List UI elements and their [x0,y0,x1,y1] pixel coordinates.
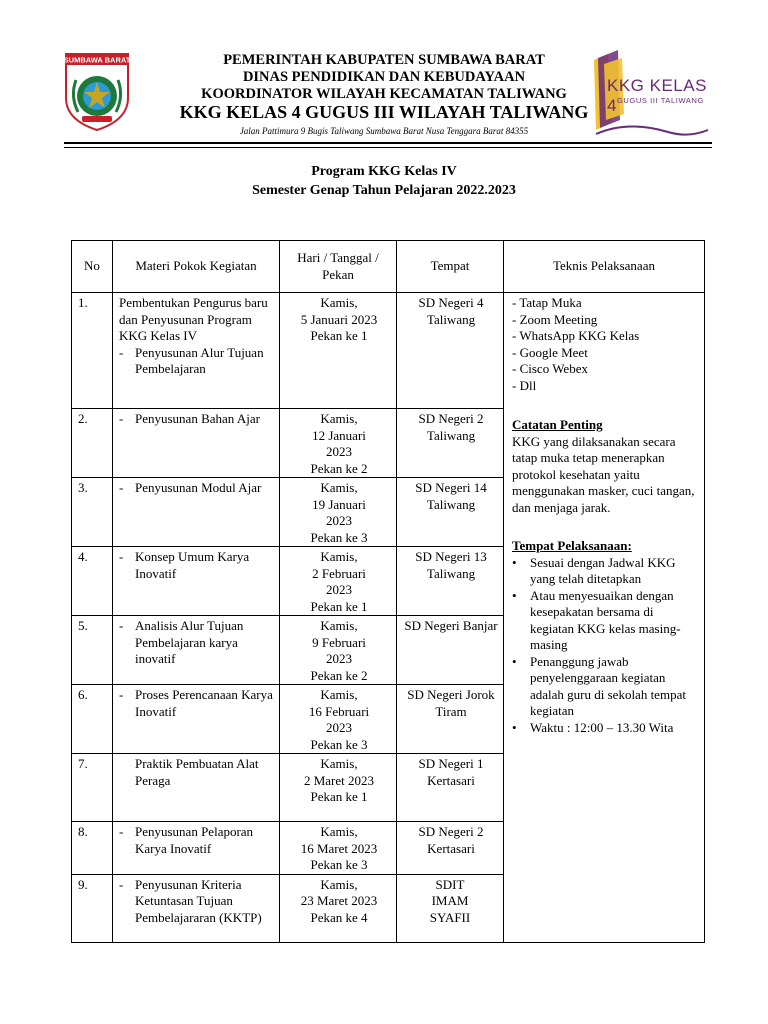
row-materi: - Penyusunan Pelaporan Karya Inovatif [113,822,280,875]
row-no: 6. [72,685,113,754]
header-line-1: PEMERINTAH KABUPATEN SUMBAWA BARAT [223,52,545,68]
row-materi-text: Praktik Pembuatan Alat Peraga [135,756,259,788]
list-item-text: Waktu : 12:00 – 13.30 Wita [530,719,674,735]
list-item [512,588,698,654]
row-hari-line: 16 Februari [308,703,370,719]
bullet-icon: • [512,653,517,669]
row-hari-line: 5 Januari 2023 [300,311,378,327]
row-hari-line: 19 Januari [312,496,366,512]
list-item [512,654,698,720]
tempat-pelaksanaan-title: Tempat Pelaksanaan: [512,538,632,553]
row-hari [280,293,397,409]
row-tempat: SD Negeri 14 Taliwang [397,478,504,547]
row-no: 1. [72,293,113,409]
row-materi [113,754,280,822]
row-hari [280,822,397,875]
list-item-text: Sesuai dengan Jadwal KKG yang telah ditetapkan [530,554,676,586]
row-tempat: SD Negeri 2 Taliwang [397,409,504,478]
row-hari-line: 2 Februari [312,565,366,581]
row-hari [280,685,397,754]
logo-left-top-text: SUMBAWA BARAT [63,55,131,65]
row-hari-line: 2023 [326,582,352,597]
row-hari-line: Pekan ke 1 [310,598,368,614]
row-hari-line: Kamis, [320,824,358,839]
row-no: 3. [72,478,113,547]
table-row [72,293,705,409]
row-materi-intro: Pembentukan Pengurus baru dan Penyusunan Program KKG Kelas IV [119,295,268,343]
row-hari-line: 16 Maret 2023 [300,840,378,856]
row-hari-line: Kamis, [320,687,358,702]
header-line-3: KOORDINATOR WILAYAH KECAMATAN TALIWANG [201,86,567,102]
row-hari-line: Kamis, [320,618,358,633]
catatan-text: KKG yang dilaksanakan secara tatap muka tetap menerapkan protokol kesehatan yaitu menggunakan masker, cuci tangan, dan menjaga jarak. [512,433,695,515]
row-hari-line: Kamis, [320,756,358,771]
row-materi: - Penyusunan Bahan Ajar [113,409,280,478]
row-materi-text: Konsep Umum Karya Inovatif [135,549,250,581]
row-hari-line: Kamis, [320,411,358,426]
row-tempat: SD Negeri Banjar [397,616,504,685]
header-line-4: KKG KELAS 4 GUGUS III WILAYAH TALIWANG [179,102,589,122]
row-no: 4. [72,547,113,616]
row-hari-line: 2023 [326,444,352,459]
row-materi-text: Penyusunan Modul Ajar [135,480,262,495]
row-hari-line: Pekan ke 1 [310,789,368,804]
row-tempat: SD Negeri 1 Kertasari [397,754,504,822]
bullet-icon: • [512,719,517,735]
row-materi: - Konsep Umum Karya Inovatif [113,547,280,616]
row-materi: - Penyusunan Kriteria Ketuntasan Tujuan Pembelajararan (KKTP) [113,874,280,942]
row-hari-line: Pekan ke 4 [310,909,368,925]
table-header-row [72,241,705,293]
row-hari [280,754,397,822]
row-materi: - Analisis Alur Tujuan Pembelajaran karya inovatif [113,616,280,685]
row-materi: - Penyusunan Modul Ajar [113,478,280,547]
row-materi-text: Penyusunan Pelaporan Karya Inovatif [135,824,254,856]
row-hari-line: 2023 [326,651,352,666]
row-hari-line: Pekan ke 2 [310,667,368,683]
teknis-item: - Google Meet [512,344,588,360]
row-hari-line: Pekan ke 2 [310,460,368,476]
teknis-item: - Tatap Muka [512,295,582,310]
header-divider-thin [64,147,712,148]
catatan-title: Catatan Penting [512,417,603,432]
header-line-2: DINAS PENDIDIKAN DAN KEBUDAYAAN [242,69,526,85]
teknis-cell [504,293,705,943]
row-no: 9. [72,874,113,942]
row-materi-text: Proses Perencanaan Karya Inovatif [135,687,273,719]
row-hari-line: 2023 [326,513,352,528]
kkg-logo-sub-text: GUGUS III TALIWANG [617,96,704,105]
header-address: Jalan Pattimura 9 Bugis Taliwang Sumbawa Barat Nusa Tenggara Barat 84355 [239,126,529,136]
row-hari-line: 23 Maret 2023 [300,893,378,908]
row-tempat: SD Negeri Jorok Tiram [397,685,504,754]
teknis-item: - Zoom Meeting [512,311,598,327]
row-hari [280,616,397,685]
bullet-icon: • [512,587,517,603]
header-teknis: Teknis Pelaksanaan [504,241,705,293]
list-item-text: Penanggung jawab penyelenggaraan kegiatan adalah guru di sekolah tempat kegiatan [530,653,686,718]
row-materi-text: Penyusunan Alur Tujuan Pembelajaran [135,344,264,376]
kkg-logo-main-text: KKG KELAS 4 [607,76,707,115]
row-hari-line: 9 Februari [312,634,366,650]
row-hari [280,409,397,478]
row-tempat: SD Negeri 4 Taliwang [397,293,504,409]
row-no: 2. [72,409,113,478]
row-no: 7. [72,754,113,822]
teknis-item: - Dll [512,377,537,393]
row-hari [280,478,397,547]
header-divider-thick [64,142,712,144]
row-hari-line: 12 Januari [312,427,366,443]
program-table [71,240,705,943]
row-hari-line: 2 Maret 2023 [303,772,375,788]
row-hari-line: Kamis, [320,876,358,892]
row-no: 5. [72,616,113,685]
list-item [512,720,698,737]
teknis-item: - WhatsApp KKG Kelas [512,328,640,343]
row-materi: Pembentukan Pengurus baru dan Penyusunan Program KKG Kelas IV - Penyusunan Alur Tujuan Pembelajaran [113,293,280,409]
row-hari [280,547,397,616]
row-hari-line: Pekan ke 1 [310,328,368,343]
row-hari-line: Pekan ke 3 [310,857,368,872]
row-materi-text: Penyusunan Kriteria Ketuntasan Tujuan Pembelajararan (KKTP) [135,876,262,925]
row-materi-text: Analisis Alur Tujuan Pembelajaran karya inovatif [135,618,244,666]
document-subtitle: Semester Genap Tahun Pelajaran 2022.2023 [252,183,516,198]
row-materi-text: Penyusunan Bahan Ajar [135,411,260,426]
row-tempat: SD Negeri 2 Kertasari [397,822,504,875]
list-item [512,555,698,588]
row-hari-line: Pekan ke 3 [310,529,368,545]
row-hari [280,874,397,942]
teknis-item: - Cisco Webex [512,361,588,376]
header-hari: Hari / Tanggal / Pekan [280,241,397,293]
header-materi: Materi Pokok Kegiatan [113,241,280,293]
row-hari-line: Kamis, [320,295,358,310]
row-hari-line: Kamis, [320,549,358,564]
header-tempat: Tempat [397,241,504,293]
row-hari-line: Pekan ke 3 [310,736,368,752]
row-materi: - Proses Perencanaan Karya Inovatif [113,685,280,754]
document-title: Program KKG Kelas IV [311,164,457,179]
row-hari-line: Kamis, [320,480,358,495]
bullet-icon: • [512,554,517,570]
row-tempat: SD Negeri 13 Taliwang [397,547,504,616]
row-hari-line: 2023 [326,720,352,735]
row-tempat: SDIT IMAM SYAFII [397,874,504,942]
tempat-pelaksanaan-list [512,555,698,737]
header-no: No [72,241,113,293]
list-item-text: Atau menyesuaikan dengan kesepakatan bersama di kegiatan KKG kelas masing-masing [530,587,681,652]
row-no: 8. [72,822,113,875]
